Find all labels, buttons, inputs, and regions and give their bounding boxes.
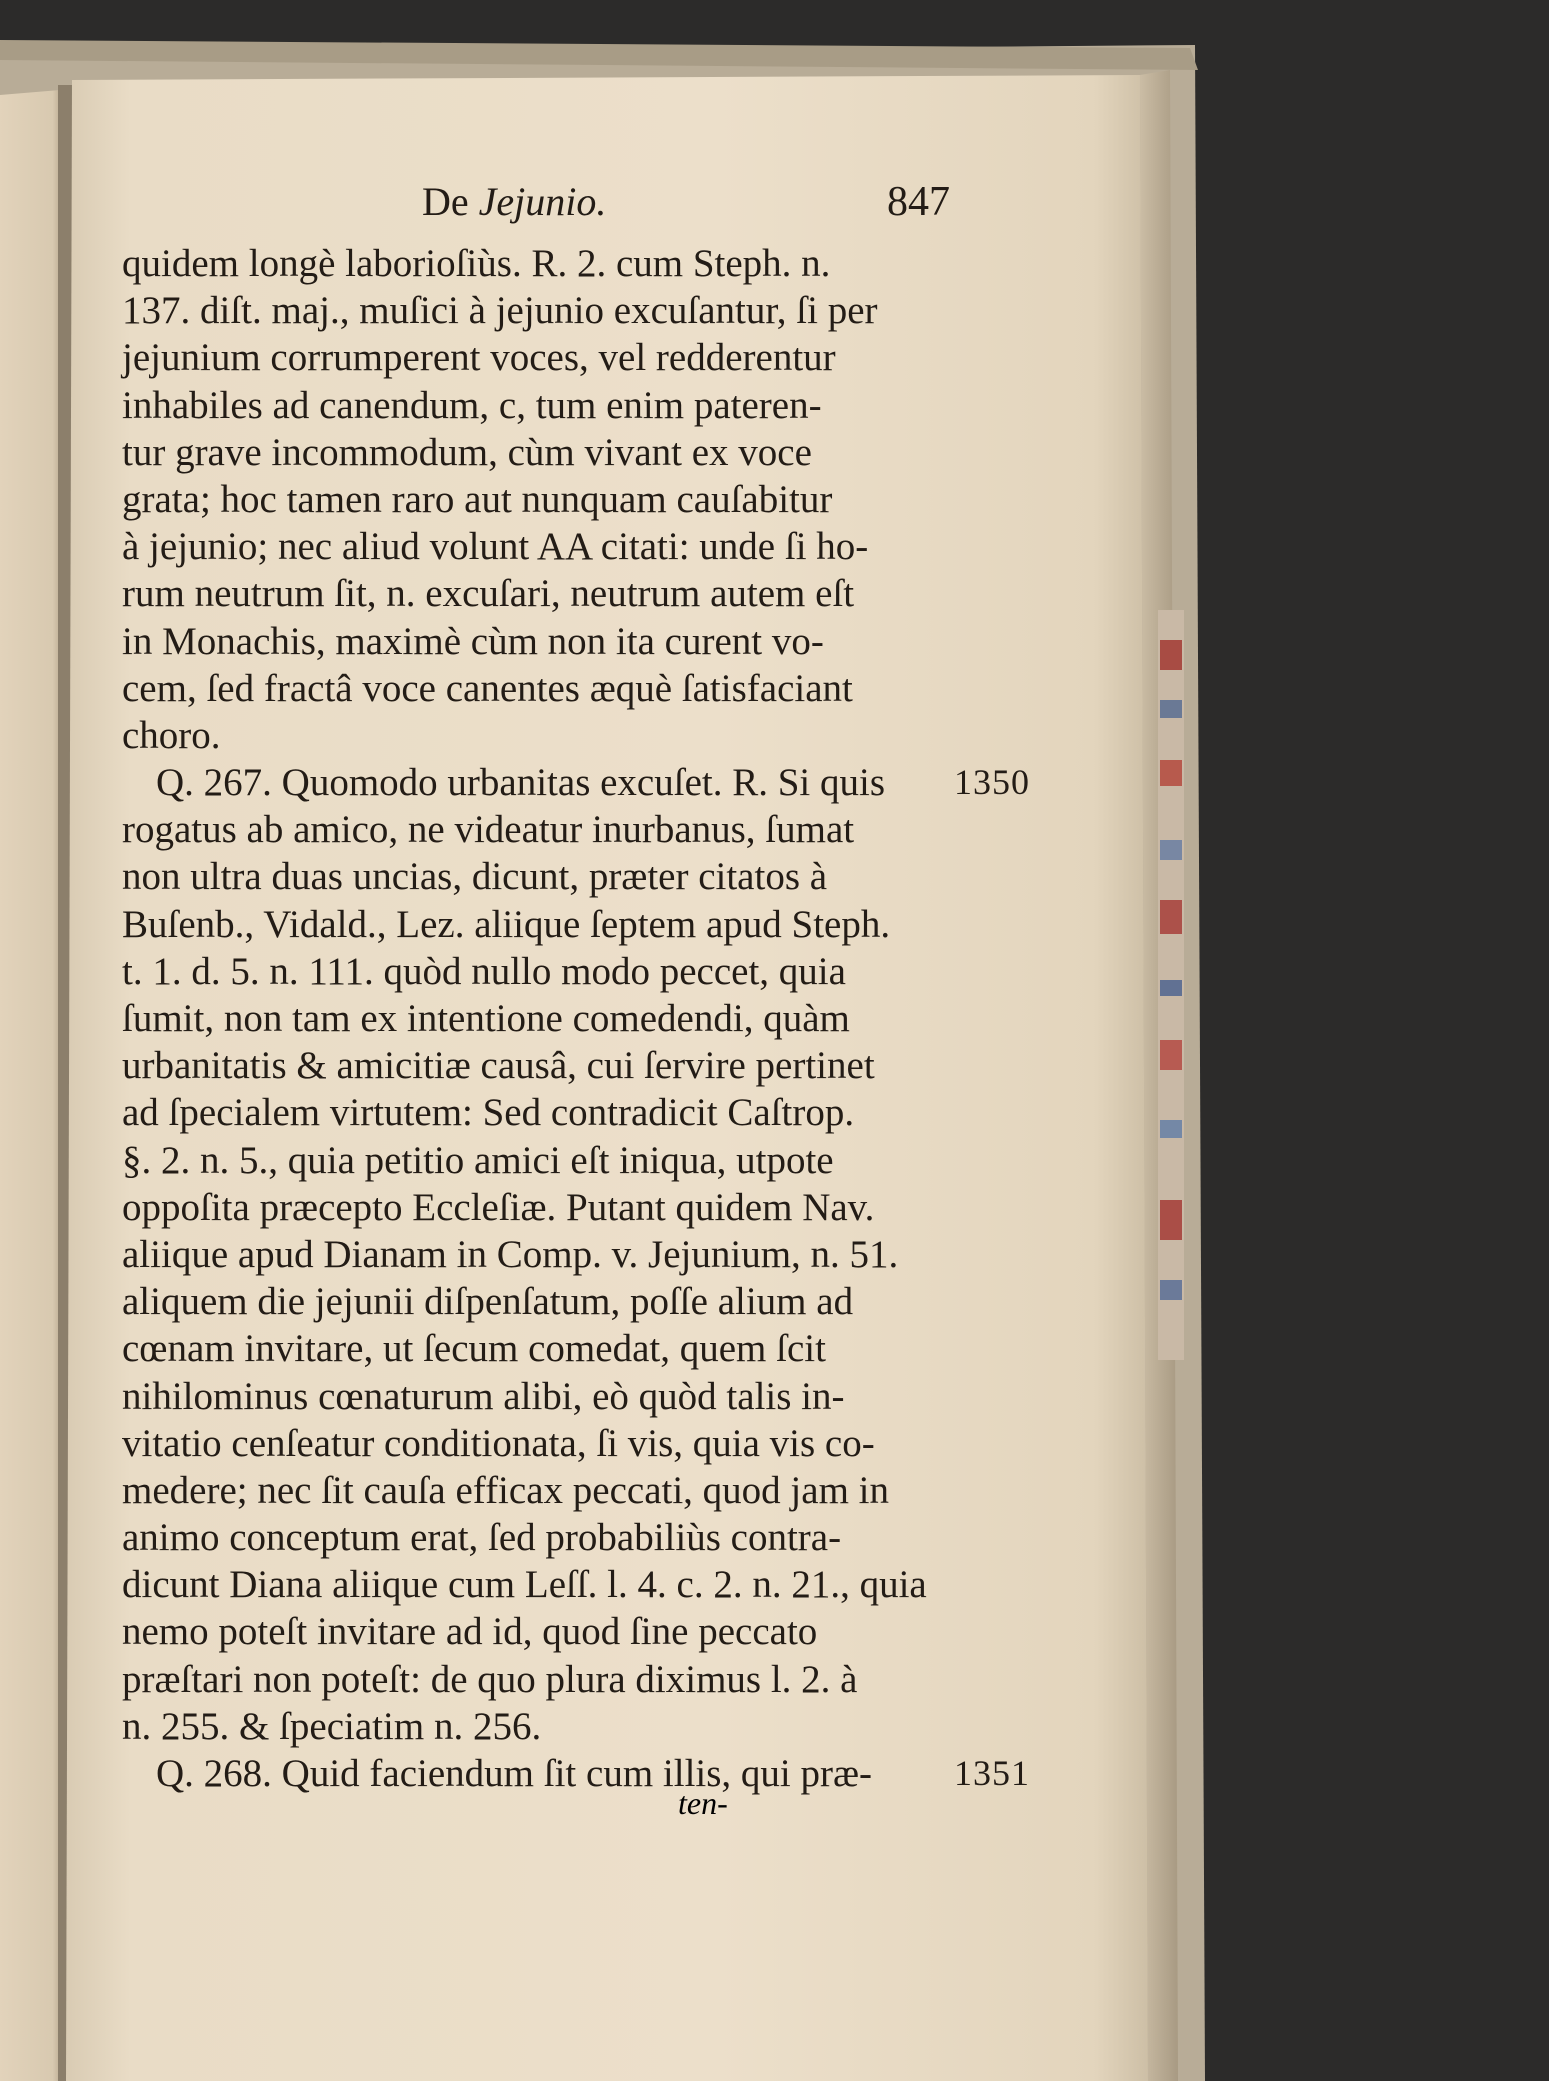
text-line: nihilominus cœnaturum alibi, eò quòd talis in-	[122, 1374, 845, 1418]
margin-number: 1350	[954, 762, 1030, 803]
page-header	[122, 170, 950, 240]
text-line: choro.	[122, 713, 221, 757]
text-line: dicunt Diana aliique cum Leſſ. l. 4. c. 2. n. 21., quia	[122, 1563, 927, 1607]
text-line: inhabiles ad canendum, c, tum enim pateren-	[122, 383, 822, 427]
page-text-block	[122, 170, 1030, 1797]
text-line: animo conceptum erat, ſed probabiliùs contra-	[122, 1516, 842, 1560]
text-line: aliquem die jejunii diſpenſatum, poſſe alium ad	[122, 1280, 854, 1324]
text-line: jejunium corrumperent voces, vel redderentur	[122, 336, 836, 380]
text-line: cœnam invitare, ut ſecum comedat, quem ſcit	[122, 1327, 826, 1371]
text-line: cem, ſed fractâ voce canentes æquè ſatisfaciant	[122, 666, 853, 710]
text-line: tur grave incommodum, cùm vivant ex voce	[122, 430, 812, 474]
text-line: aliique apud Dianam in Comp. v. Jejunium, n. 51.	[122, 1232, 899, 1276]
text-line: urbanitatis & amicitiæ causâ, cui ſervire pertinet	[122, 1044, 875, 1088]
text-line: nemo poteſt invitare ad id, quod ſine peccato	[122, 1610, 818, 1654]
text-line: à jejunio; nec aliud volunt AA citati: unde ſi ho-	[122, 525, 869, 569]
text-line: grata; hoc tamen raro aut nunquam cauſabitur	[122, 477, 833, 521]
running-head	[422, 178, 606, 225]
text-line: non ultra duas uncias, dicunt, præter citatos à	[122, 855, 828, 899]
text-line: 137. diſt. maj., muſici à jejunio excuſantur, ſi per	[122, 289, 878, 333]
text-line: n. 255. & ſpeciatim n. 256.	[122, 1704, 542, 1748]
text-line: ad ſpecialem virtutem: Sed contradicit Caſtrop.	[122, 1091, 855, 1135]
text-line: t. 1. d. 5. n. 111. quòd nullo modo peccet, quia	[122, 949, 846, 993]
text-line: ſumit, non tam ex intentione comedendi, quàm	[122, 997, 850, 1040]
question-268-line: Q. 268. Quid faciendum ſit cum illis, qui præ-	[156, 1752, 872, 1795]
catchword: ten-	[678, 1785, 728, 1821]
text-line: rogatus ab amico, ne videatur inurbanus, ſumat	[122, 808, 855, 852]
text-line: præſtari non poteſt: de quo plura diximus l. 2. à	[122, 1657, 858, 1701]
text-line-with-margin	[122, 759, 1030, 806]
text-line-with-margin	[122, 1750, 1030, 1797]
text-line: quidem longè laborioſiùs. R. 2. cum Steph. n.	[122, 242, 831, 285]
text-line: rum neutrum ſit, n. excuſari, neutrum autem eſt	[122, 572, 855, 616]
page-number: 847	[887, 179, 950, 225]
margin-number: 1351	[954, 1753, 1030, 1793]
text-line: medere; nec ſit cauſa efficax peccati, quod jam in	[122, 1468, 889, 1512]
text-line: §. 2. n. 5., quia petitio amici eſt iniqua, utpote	[122, 1138, 834, 1182]
text-line: oppoſita præcepto Eccleſiæ. Putant quidem Nav.	[122, 1185, 875, 1229]
text-line: in Monachis, maximè cùm non ita curent vo-	[122, 619, 824, 663]
text-line: vitatio cenſeatur conditionata, ſi vis, quia vis co-	[122, 1421, 875, 1465]
running-head-prefix: De	[422, 179, 479, 224]
text-line: Buſenb., Vidald., Lez. aliique ſeptem apud Steph.	[122, 902, 891, 946]
running-head-title: Jejunio.	[478, 179, 607, 224]
question-267-line: Q. 267. Quomodo urbanitas excuſet. R. Si quis	[156, 761, 886, 805]
